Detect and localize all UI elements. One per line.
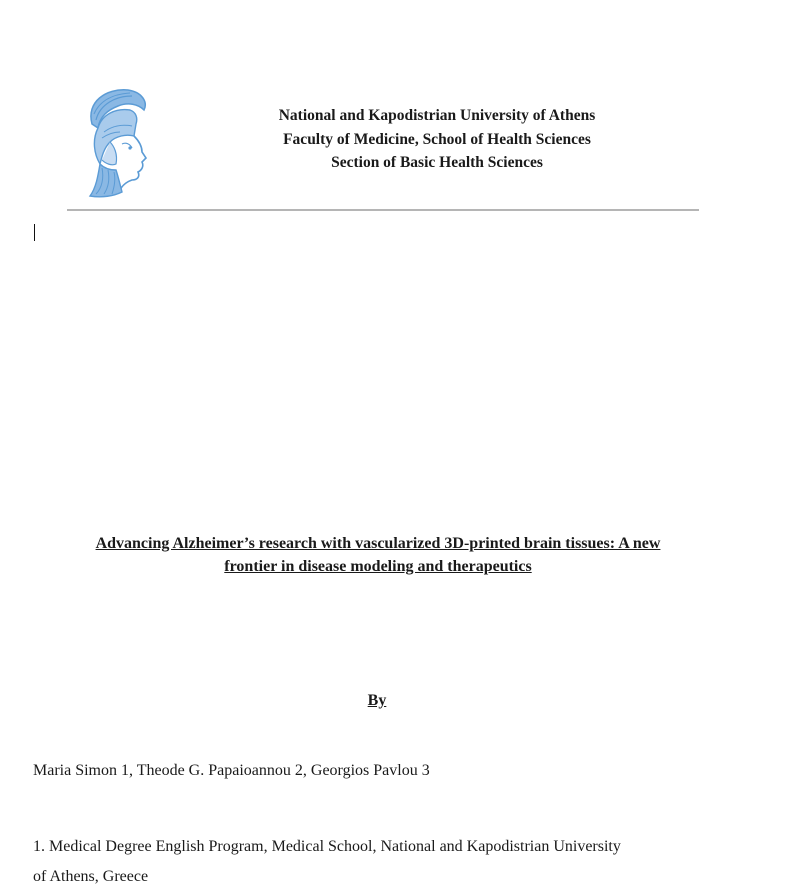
document-title — [40, 532, 716, 578]
affiliation-1-line-1: 1. Medical Degree English Program, Medical School, National and Kapodistrian University — [33, 838, 621, 855]
section-name: Section of Basic Health Sciences — [331, 154, 543, 171]
author-list: Maria Simon 1, Theode G. Papaioannou 2, Georgios Pavlou 3 — [33, 762, 430, 779]
title-line-1: Advancing Alzheimer’s research with vascularized 3D-printed brain tissues: A new — [95, 535, 661, 552]
text-cursor — [34, 224, 35, 241]
title-line-2: frontier in disease modeling and therapeutics — [224, 558, 532, 575]
university-name: National and Kapodistrian University of Athens — [278, 107, 596, 124]
header-divider — [67, 209, 699, 211]
institution-header — [190, 104, 684, 175]
affiliation-1 — [33, 832, 723, 885]
athena-head-emblem-icon — [72, 84, 152, 202]
faculty-name: Faculty of Medicine, School of Health Sciences — [283, 130, 591, 148]
affiliation-1-line-2: of Athens, Greece — [33, 868, 149, 885]
byline: By — [367, 692, 387, 709]
